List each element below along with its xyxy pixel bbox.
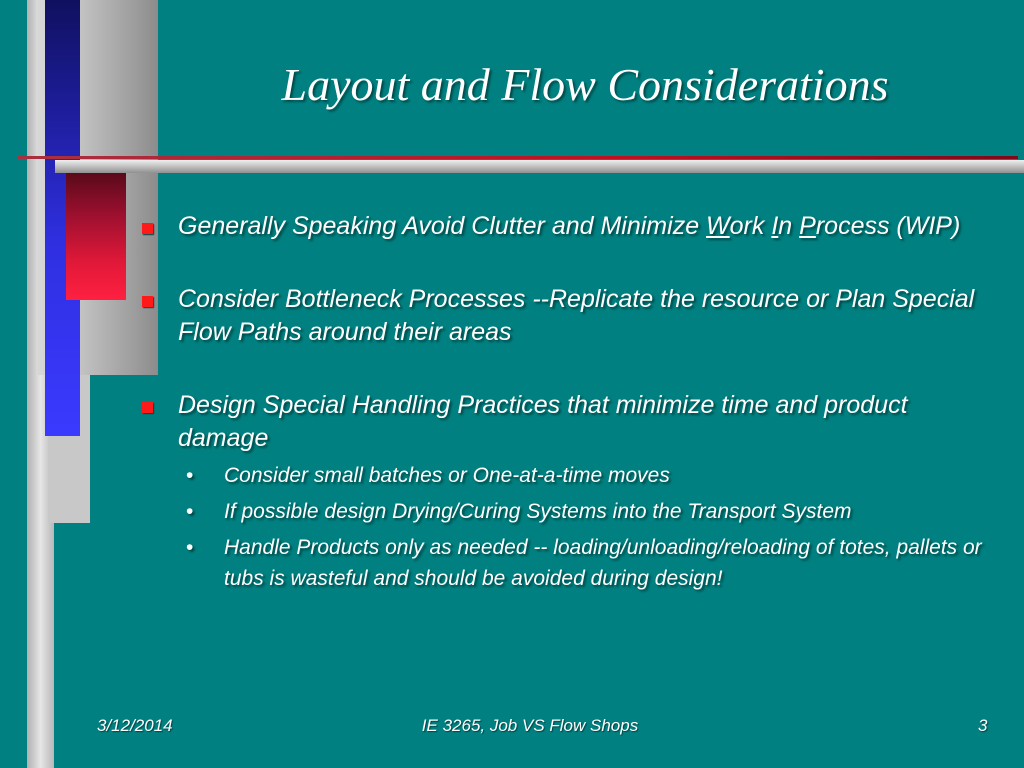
- sub-bullet-text: Handle Products only as needed -- loading/unloading/reloading of totes, pallets or tubs is wasteful and should be avoided during design!: [224, 536, 982, 590]
- sub-bullet-list: [140, 460, 1000, 594]
- slide-title: Layout and Flow Considerations: [281, 59, 889, 110]
- footer-course: IE 3265, Job VS Flow Shops: [421, 716, 639, 735]
- square-bullet-icon: [142, 296, 153, 307]
- sub-bullet-item: [186, 496, 1000, 527]
- bullet-item-handling: [140, 389, 1000, 455]
- bullet-item-wip: [140, 210, 1000, 243]
- title-rule-gray: [55, 160, 1024, 173]
- sub-bullet-item: [186, 460, 1000, 491]
- sub-bullet-text: If possible design Drying/Curing Systems into the Transport System: [224, 500, 852, 523]
- footer-page-number: 3: [978, 716, 988, 735]
- footer-date: 3/12/2014: [97, 716, 173, 735]
- title-rule-red: [18, 156, 1018, 159]
- square-bullet-icon: [142, 223, 153, 234]
- dot-bullet-icon: •: [186, 500, 194, 523]
- bullet-item-bottleneck: [140, 283, 1000, 349]
- bullet-text: Consider Bottleneck Processes --Replicate the resource or Plan Special Flow Paths around their areas: [178, 285, 975, 346]
- bullet-text: Generally Speaking Avoid Clutter and Minimize Work In Process (WIP): [178, 212, 961, 240]
- sub-bullet-item: [186, 532, 1000, 594]
- decorative-bar-red: [66, 173, 126, 300]
- square-bullet-icon: [142, 402, 153, 413]
- bullet-text: Design Special Handling Practices that minimize time and product damage: [178, 391, 908, 452]
- dot-bullet-icon: •: [186, 464, 194, 487]
- sub-bullet-text: Consider small batches or One-at-a-time moves: [224, 464, 670, 487]
- bullet-list: [140, 210, 1000, 599]
- dot-bullet-icon: •: [186, 536, 194, 559]
